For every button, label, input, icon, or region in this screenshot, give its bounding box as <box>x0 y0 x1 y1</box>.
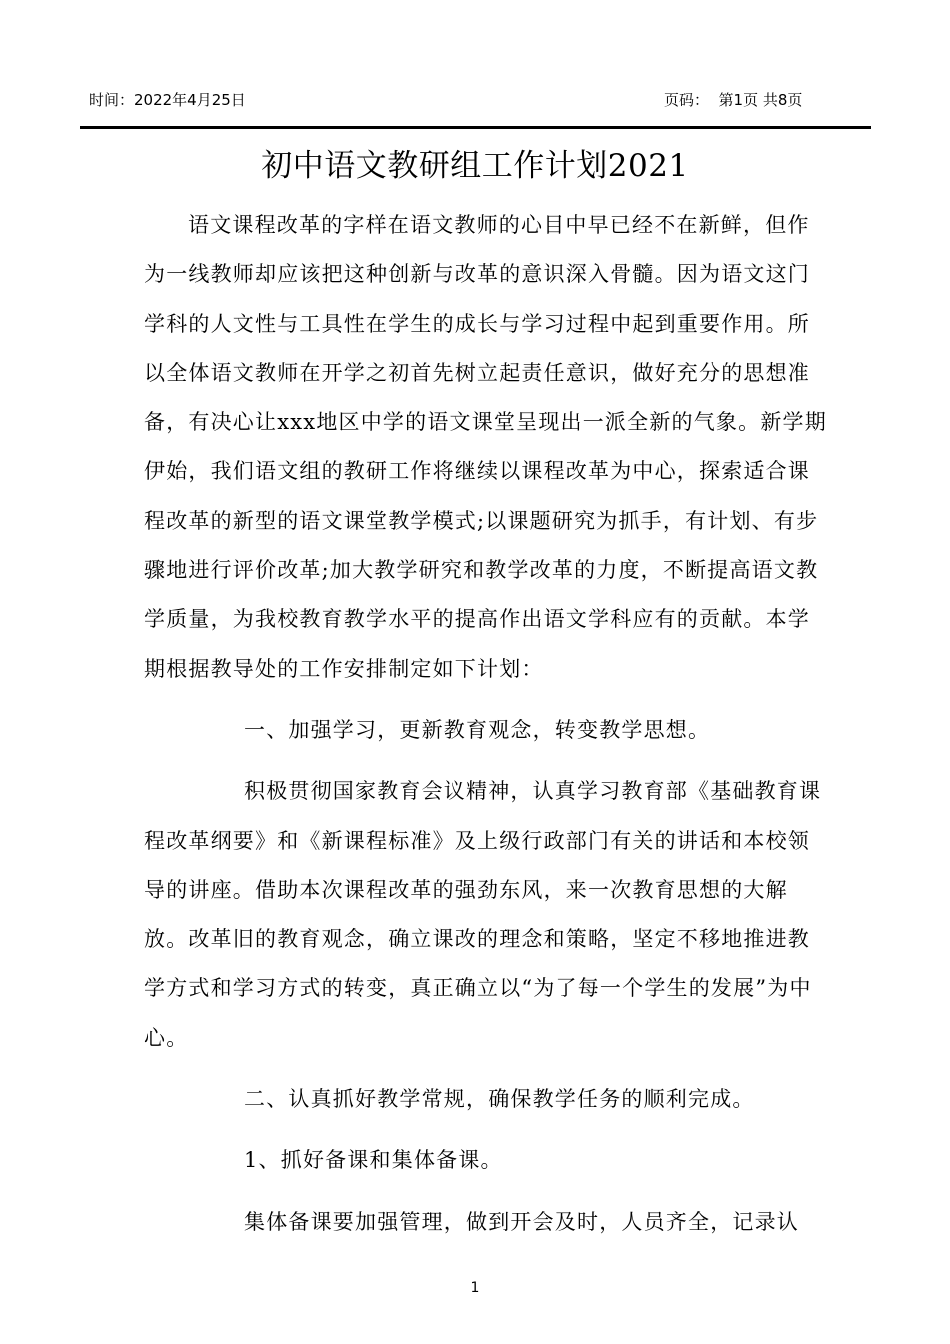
section-heading-1: 一、加强学习，更新教育观念，转变教学思想。 <box>244 717 711 742</box>
paragraph-section-1: 积极贯彻国家教育会议精神，认真学习教育部《基础教育课程改革纲要》和《新课程标准》及上级行政部门有关的讲话和本校领导的讲座。借助本次课程改革的强劲东风，来一次教育思想的大解放。改革旧的教育观念，确立课改的理念和策略，坚定不移地推进教学方式和学习方式的转变，真正确立以“为了每一个学生的发展”为中心。 <box>144 779 822 1050</box>
header-date: 时间：2022年4月25日 <box>89 91 246 109</box>
paragraph-subsection-1: 集体备课要加强管理，做到开会及时，人员齐全，记录认 <box>244 1209 799 1234</box>
document-body <box>144 201 828 1247</box>
subsection-heading-1: 1、抓好备课和集体备课。 <box>244 1148 503 1173</box>
section-heading-2: 二、认真抓好教学常规，确保教学任务的顺利完成。 <box>244 1087 755 1112</box>
document-title: 初中语文教研组工作计划2021 <box>261 148 689 184</box>
header-divider <box>80 126 871 129</box>
page-number: 1 <box>470 1280 480 1296</box>
header-page-info: 页码： 第1页 共8页 <box>664 91 803 109</box>
page-header <box>0 0 950 140</box>
paragraph-intro: 语文课程改革的字样在语文教师的心目中早已经不在新鲜，但作为一线教师却应该把这种创新与改革的意识深入骨髓。因为语文这门学科的人文性与工具性在学生的成长与学习过程中起到重要作用。所以全体语文教师在开学之初首先树立起责任意识，做好充分的思想准备，有决心让xxx地区中学的语文课堂呈现出一派全新的气象。新学期伊始，我们语文组的教研工作将继续以课程改革为中心，探索适合课程改革的新型的语文课堂教学模式;以课题研究为抓手，有计划、有步骤地进行评价改革;加大教学研究和教学改革的力度，不断提高语文教学质量，为我校教育教学水平的提高作出语文学科应有的贡献。本学期根据教导处的工作安排制定如下计划： <box>144 213 827 681</box>
